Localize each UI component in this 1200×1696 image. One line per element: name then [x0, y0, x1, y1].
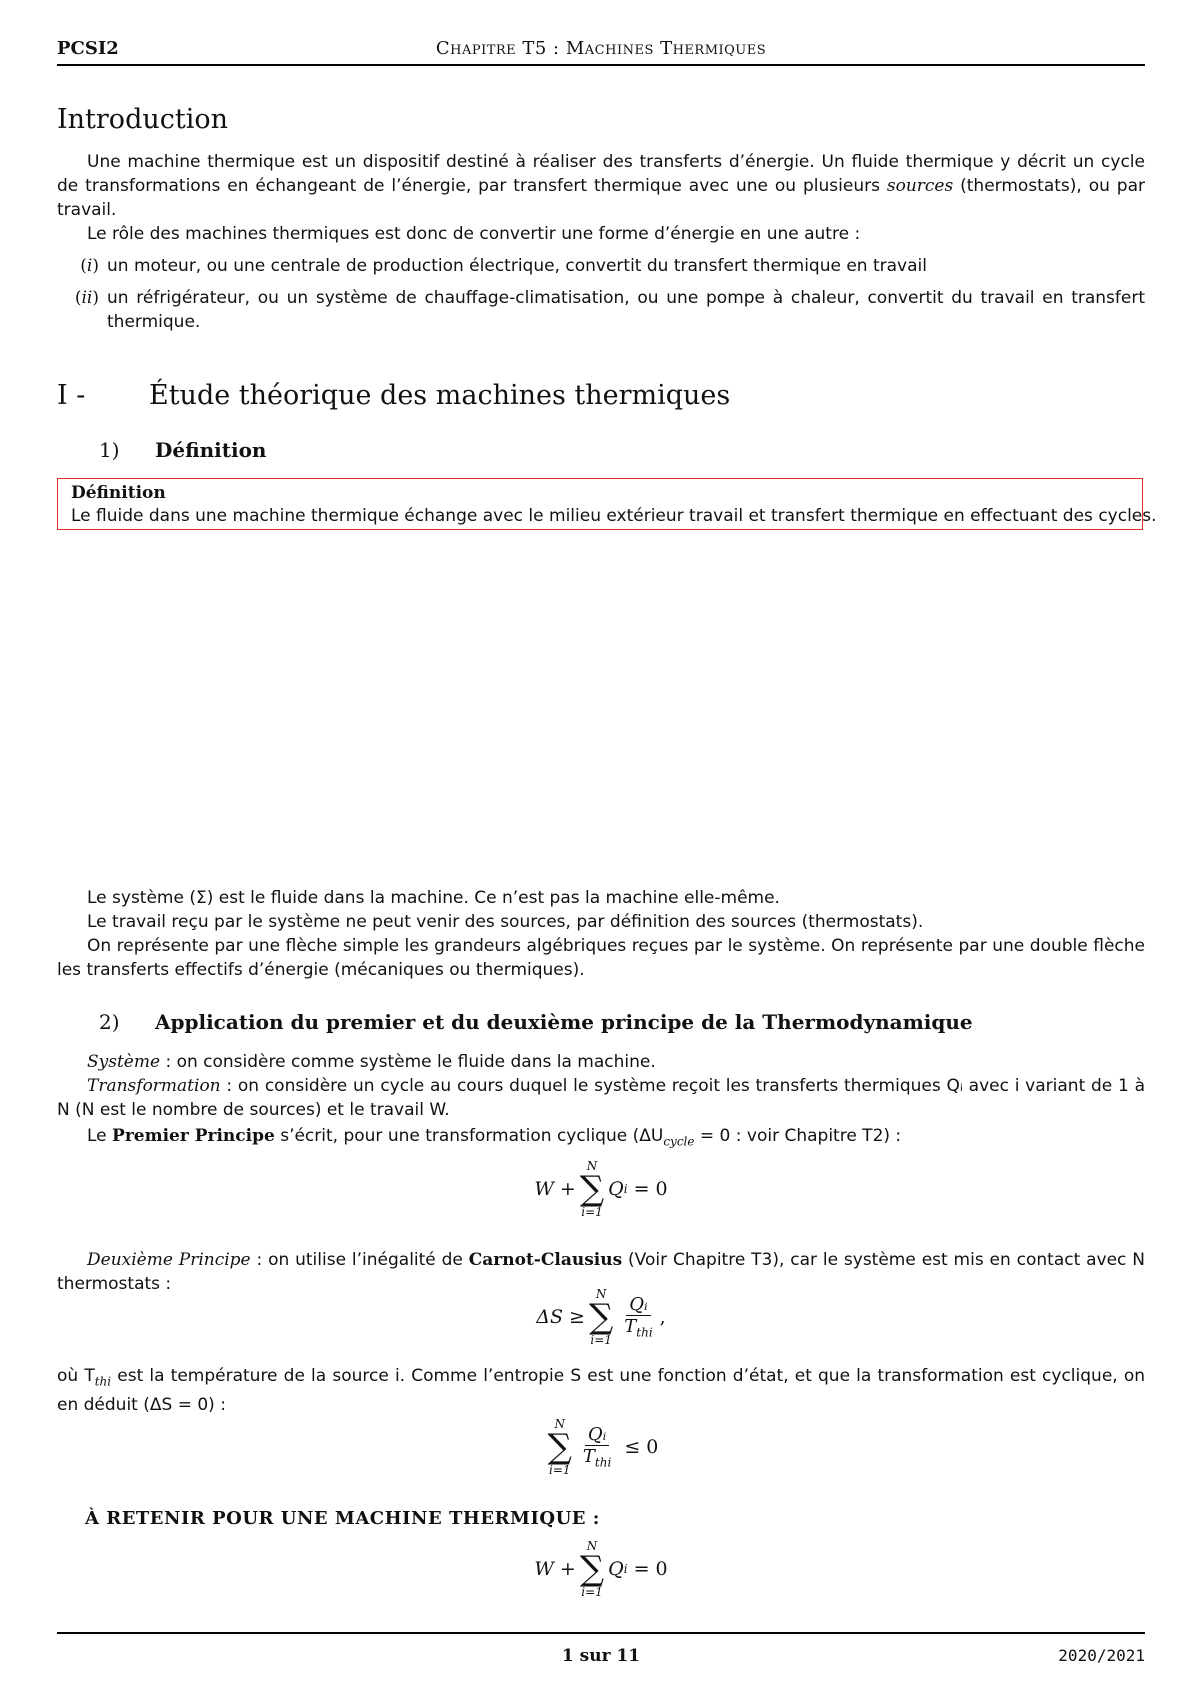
fraction: [580, 1424, 614, 1470]
page-number: 1 sur 11: [561, 1646, 641, 1666]
eq4-term-sub: i: [623, 1562, 628, 1576]
dp-text-b: (Voir Chapitre T3), car le système est mis en contact avec N thermostats :: [57, 1250, 1145, 1294]
section-number: I -: [57, 380, 86, 411]
list-marker: (ii): [74, 288, 99, 308]
ou-paragraph: [57, 1364, 1145, 1417]
transformation-paragraph: [57, 1074, 1145, 1122]
fraction-numerator: Qᵢ: [585, 1424, 609, 1446]
pp-subscript: cycle: [663, 1134, 695, 1149]
systeme-text: : on considère comme système le fluide dans la machine.: [160, 1052, 656, 1072]
header-chapter-title: Chapitre T5 : Machines Thermiques: [435, 38, 767, 59]
fraction-numerator: Qᵢ: [626, 1294, 650, 1316]
sum-lower-limit: i=1: [581, 1585, 603, 1599]
ou-subscript: thi: [94, 1374, 112, 1389]
school-year: 2020/2021: [1058, 1646, 1145, 1665]
section-title: Étude théorique des machines thermiques: [149, 380, 731, 411]
sum-lower-limit: i=1: [590, 1333, 612, 1347]
systeme-paragraph: [57, 1050, 1145, 1074]
subsection-title: Application du premier et du deuxième principe de la Thermodynamique: [155, 1010, 973, 1034]
fraction-denominator: $T_{thi}$: [582, 1446, 612, 1470]
transformation-label: Transformation: [87, 1076, 221, 1096]
system-paragraph-3: On représente par une flèche simple les grandeurs algébriques reçues par le système. On représente par une double flèche les transferts effectifs d’énergie (mécaniques ou thermiques).: [57, 936, 1145, 980]
transformation-text: : on considère un cycle au cours duquel le système reçoit les transferts thermiques Qᵢ avec i variant de 1 à N (N est le nombre de sources) et le travail W.: [57, 1076, 1145, 1120]
ou-text-a: où T: [57, 1366, 95, 1386]
pp-bold: Premier Principe: [112, 1126, 275, 1146]
systeme-label: Système: [87, 1052, 161, 1072]
page-footer: [57, 1632, 1145, 1666]
list-item: [57, 254, 1145, 278]
definition-box: [57, 478, 1157, 530]
fraction: [621, 1294, 655, 1340]
sum-upper-limit: N: [595, 1287, 607, 1301]
list-marker: (i): [80, 256, 99, 276]
intro-list: [57, 254, 1145, 342]
dp-text-a: : on utilise l’inégalité de: [250, 1250, 469, 1270]
eq1-term-sub: i: [623, 1182, 628, 1196]
eq4-lhs: W +: [534, 1558, 576, 1580]
intro-paragraph-1: [57, 150, 1145, 222]
retain-heading: À RETENIR POUR UNE MACHINE THERMIQUE :: [85, 1508, 600, 1529]
sum-upper-limit: N: [586, 1539, 598, 1553]
subsection-heading-2: [99, 1010, 973, 1034]
eq1-lhs: W +: [534, 1178, 576, 1200]
fraction-denominator: $T_{thi}$: [624, 1316, 653, 1340]
equation-retain: [57, 1540, 1145, 1598]
figure-placeholder: [57, 540, 1145, 880]
page-header: [57, 38, 1145, 66]
list-item-text: un réfrigérateur, ou un système de chauffage-climatisation, ou une pompe à chaleur, convertit du travail en transfert thermique.: [107, 288, 1145, 332]
sum-upper-limit: N: [586, 1159, 598, 1173]
eq1-term: Q: [608, 1178, 624, 1200]
section-heading: [57, 380, 730, 411]
subsection-heading-1: [99, 438, 266, 462]
intro-heading: Introduction: [57, 104, 228, 135]
sum-symbol: N ∑ i=1: [579, 1159, 605, 1219]
eq2-rhs: ,: [659, 1306, 666, 1328]
sum-upper-limit: N: [554, 1417, 566, 1431]
system-paragraph-1: Le système (Σ) est le fluide dans la machine. Ce n’est pas la machine elle-même.: [87, 888, 780, 908]
definition-text: Le fluide dans une machine thermique échange avec le milieu extérieur travail et transfert thermique en effectuant des cycles.: [71, 506, 1157, 526]
equation-clausius-cycle: [57, 1418, 1145, 1476]
sum-lower-limit: i=1: [549, 1463, 571, 1477]
subsection-number: 1): [99, 438, 120, 462]
intro-paragraph-2: Le rôle des machines thermiques est donc de convertir une forme d’énergie en une autre :: [87, 224, 861, 244]
intro-p1-text-end: (thermostats), ou par travail.: [57, 176, 1145, 220]
sum-symbol: N ∑ i=1: [579, 1539, 605, 1599]
list-item-text: un moteur, ou une centrale de production électrique, convertit du transfert thermique en travail: [107, 256, 927, 276]
eq4-term: Q: [608, 1558, 624, 1580]
sum-symbol: N ∑ i=1: [588, 1287, 614, 1347]
eq4-rhs: = 0: [633, 1558, 668, 1580]
eq3-rhs: ≤ 0: [624, 1436, 659, 1458]
eq1-rhs: = 0: [633, 1178, 668, 1200]
intro-p1-text: Une machine thermique est un dispositif destiné à réaliser des transferts d’énergie. Un fluide thermique y décrit un cycle de transformations en échangeant de l’énergie, par transfert thermique avec une ou plusieurs: [57, 152, 1145, 196]
system-paragraph-2: Le travail reçu par le système ne peut venir des sources, par définition des sources (thermostats).: [87, 912, 924, 932]
dp-bold: Carnot-Clausius: [468, 1250, 623, 1270]
premier-principe-paragraph: [57, 1124, 1145, 1153]
equation-carnot-clausius: [57, 1288, 1145, 1346]
subsection-number: 2): [99, 1010, 120, 1034]
equation-first-principle: [57, 1160, 1145, 1218]
sum-symbol: N ∑ i=1: [547, 1417, 572, 1477]
document-page: [57, 0, 1157, 1696]
ou-text-b: est la température de la source i. Comme l’entropie S est une fonction d’état, et que la transformation est cyclique, on en déduit (ΔS = 0) :: [57, 1366, 1145, 1416]
eq2-lhs: ΔS ≥: [536, 1306, 585, 1328]
header-class-label: PCSI2: [57, 38, 119, 59]
dp-label: Deuxième Principe: [87, 1250, 251, 1270]
definition-title: Définition: [71, 483, 166, 503]
subsection-title: Définition: [155, 438, 267, 462]
pp-text-a: Le: [87, 1126, 113, 1146]
pp-text-c: = 0 : voir Chapitre T2) :: [694, 1126, 902, 1146]
list-item: [57, 286, 1145, 334]
sum-lower-limit: i=1: [581, 1205, 603, 1219]
pp-text-b: s’écrit, pour une transformation cyclique (ΔU: [274, 1126, 664, 1146]
intro-p1-emphasis: sources: [886, 176, 954, 196]
